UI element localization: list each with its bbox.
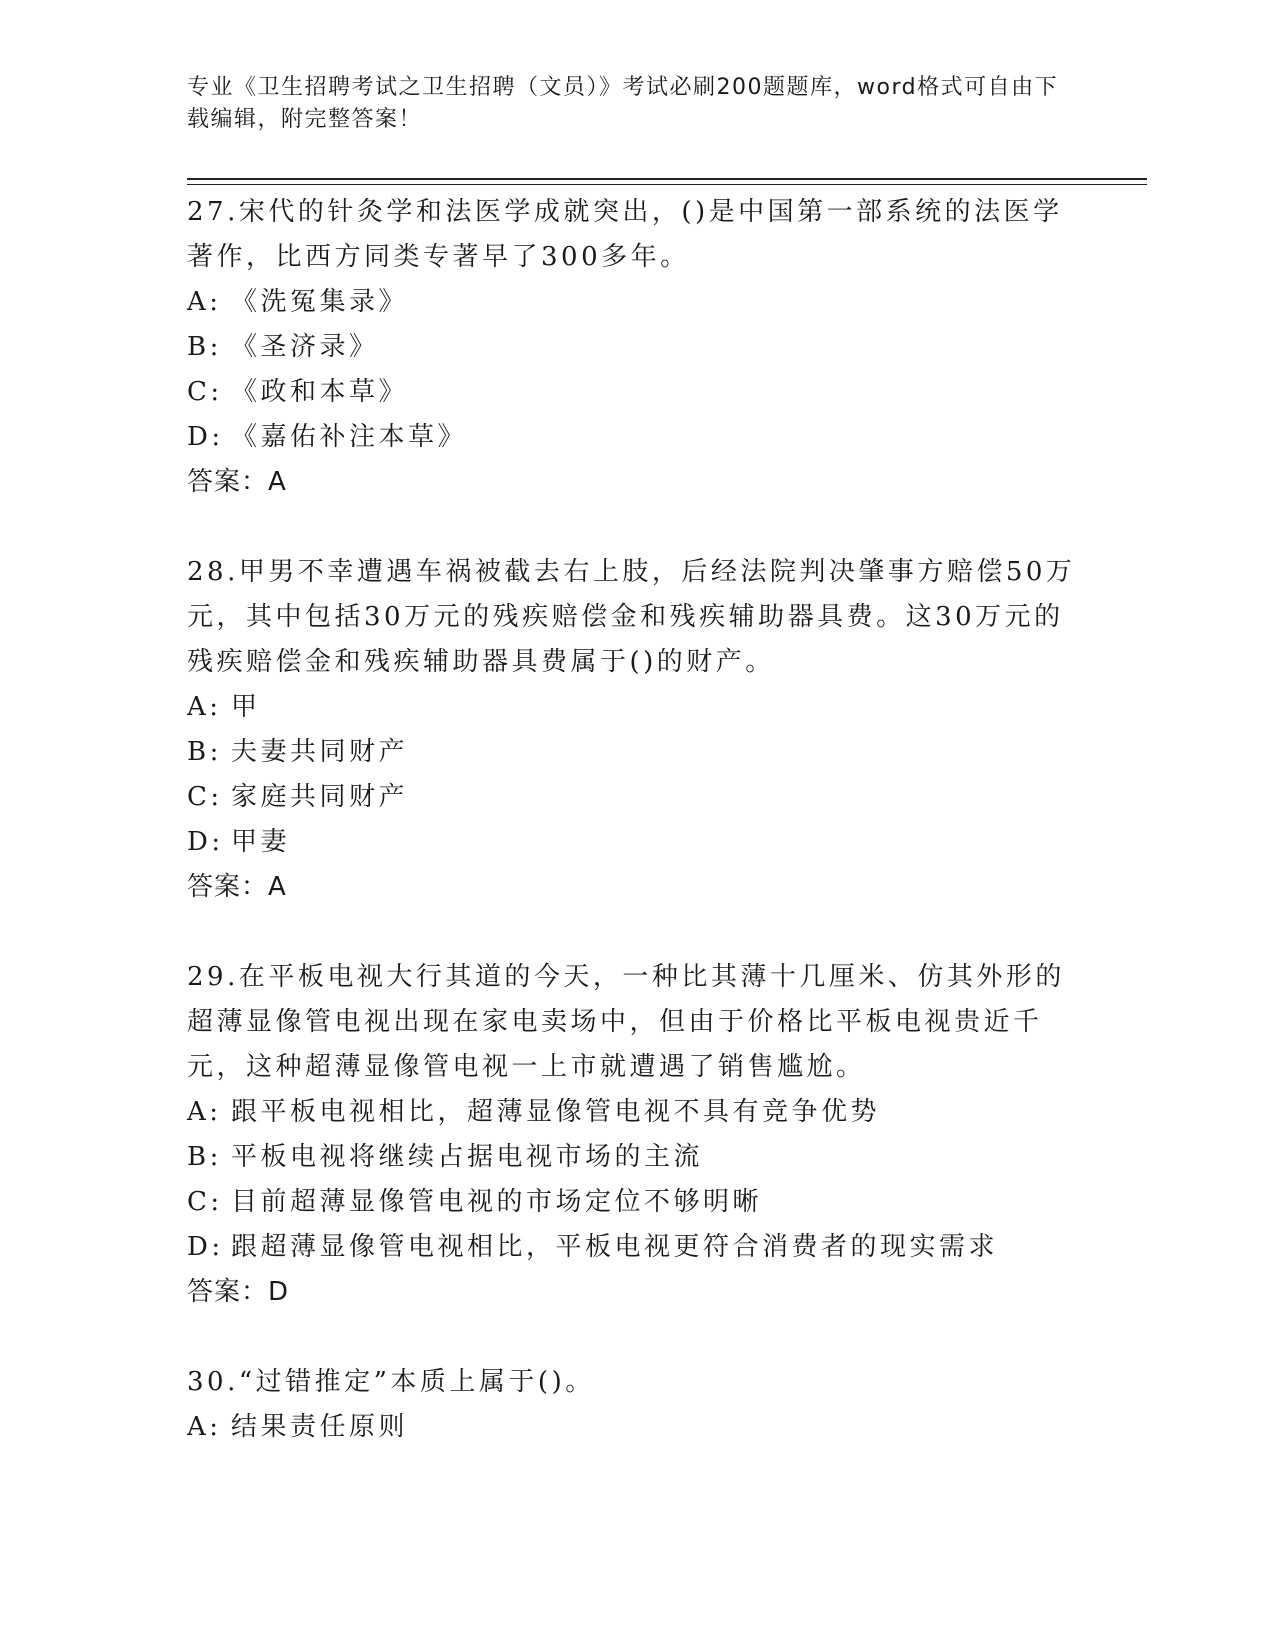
option-text: 跟平板电视相比，超薄显像管电视不具有竞争优势	[231, 1097, 881, 1127]
question-stem: 28.甲男不幸遭遇车祸被截去右上肢，后经法院判决肇事方赔偿50万元，其中包括30万元的残疾赔偿金和残疾辅助器具费。这30万元的残疾赔偿金和残疾辅助器具费属于()的财产。	[187, 557, 1076, 677]
option-letter: C:	[187, 377, 223, 407]
option-letter: B:	[187, 332, 222, 362]
option-c	[187, 370, 1087, 415]
option-b	[187, 730, 1087, 775]
option-letter: A:	[187, 287, 222, 317]
answer-line: 答案：A	[187, 467, 287, 497]
question-27	[187, 190, 1087, 505]
option-text: 《政和本草》	[231, 377, 409, 407]
question-stem: 29.在平板电视大行其道的今天，一种比其薄十几厘米、仿其外形的超薄显像管电视出现在家电卖场中，但由于价格比平板电视贵近千元，这种超薄显像管电视一上市就遭遇了销售尴尬。	[187, 962, 1065, 1082]
option-b	[187, 1135, 1087, 1180]
option-text: 夫妻共同财产	[231, 737, 409, 767]
option-text: 《嘉佑补注本草》	[231, 422, 468, 452]
option-text: 目前超薄显像管电视的市场定位不够明晰	[231, 1187, 763, 1217]
option-letter: A:	[187, 692, 222, 722]
option-a	[187, 280, 1087, 325]
option-letter: A:	[187, 1097, 222, 1127]
option-d	[187, 820, 1087, 865]
option-text: 甲妻	[231, 827, 291, 857]
option-text: 跟超薄显像管电视相比，平板电视更符合消费者的现实需求	[231, 1232, 999, 1262]
option-letter: D:	[187, 827, 224, 857]
question-stem: 30.“过错推定”本质上属于()。	[187, 1367, 595, 1397]
answer-line: 答案：A	[187, 872, 287, 902]
option-letter: C:	[187, 782, 223, 812]
option-letter: B:	[187, 737, 222, 767]
question-30	[187, 1360, 1087, 1450]
option-letter: D:	[187, 1232, 224, 1262]
answer-line: 答案：D	[187, 1277, 290, 1307]
header-divider-thin	[187, 184, 1147, 185]
document-header-intro: 专业《卫生招聘考试之卫生招聘（文员）》考试必刷200题题库，word格式可自由下载编辑，附完整答案！	[187, 75, 1059, 132]
option-text: 甲	[231, 692, 261, 722]
option-d	[187, 415, 1087, 460]
option-text: 家庭共同财产	[231, 782, 409, 812]
option-b	[187, 325, 1087, 370]
option-letter: A:	[187, 1412, 222, 1442]
option-c	[187, 1180, 1087, 1225]
option-a	[187, 1405, 1087, 1450]
option-d	[187, 1225, 1087, 1270]
option-text: 《洗冤集录》	[231, 287, 409, 317]
question-29	[187, 955, 1087, 1315]
question-list	[187, 190, 1087, 1450]
option-letter: B:	[187, 1142, 222, 1172]
option-text: 平板电视将继续占据电视市场的主流	[231, 1142, 704, 1172]
option-a	[187, 1090, 1087, 1135]
header-divider-thick	[187, 178, 1147, 180]
question-28	[187, 550, 1087, 910]
option-text: 结果责任原则	[231, 1412, 409, 1442]
option-a	[187, 685, 1087, 730]
option-text: 《圣济录》	[231, 332, 379, 362]
option-letter: C:	[187, 1187, 223, 1217]
option-letter: D:	[187, 422, 224, 452]
question-stem: 27.宋代的针灸学和法医学成就突出，()是中国第一部系统的法医学著作，比西方同类专著早了300多年。	[187, 197, 1063, 272]
option-c	[187, 775, 1087, 820]
